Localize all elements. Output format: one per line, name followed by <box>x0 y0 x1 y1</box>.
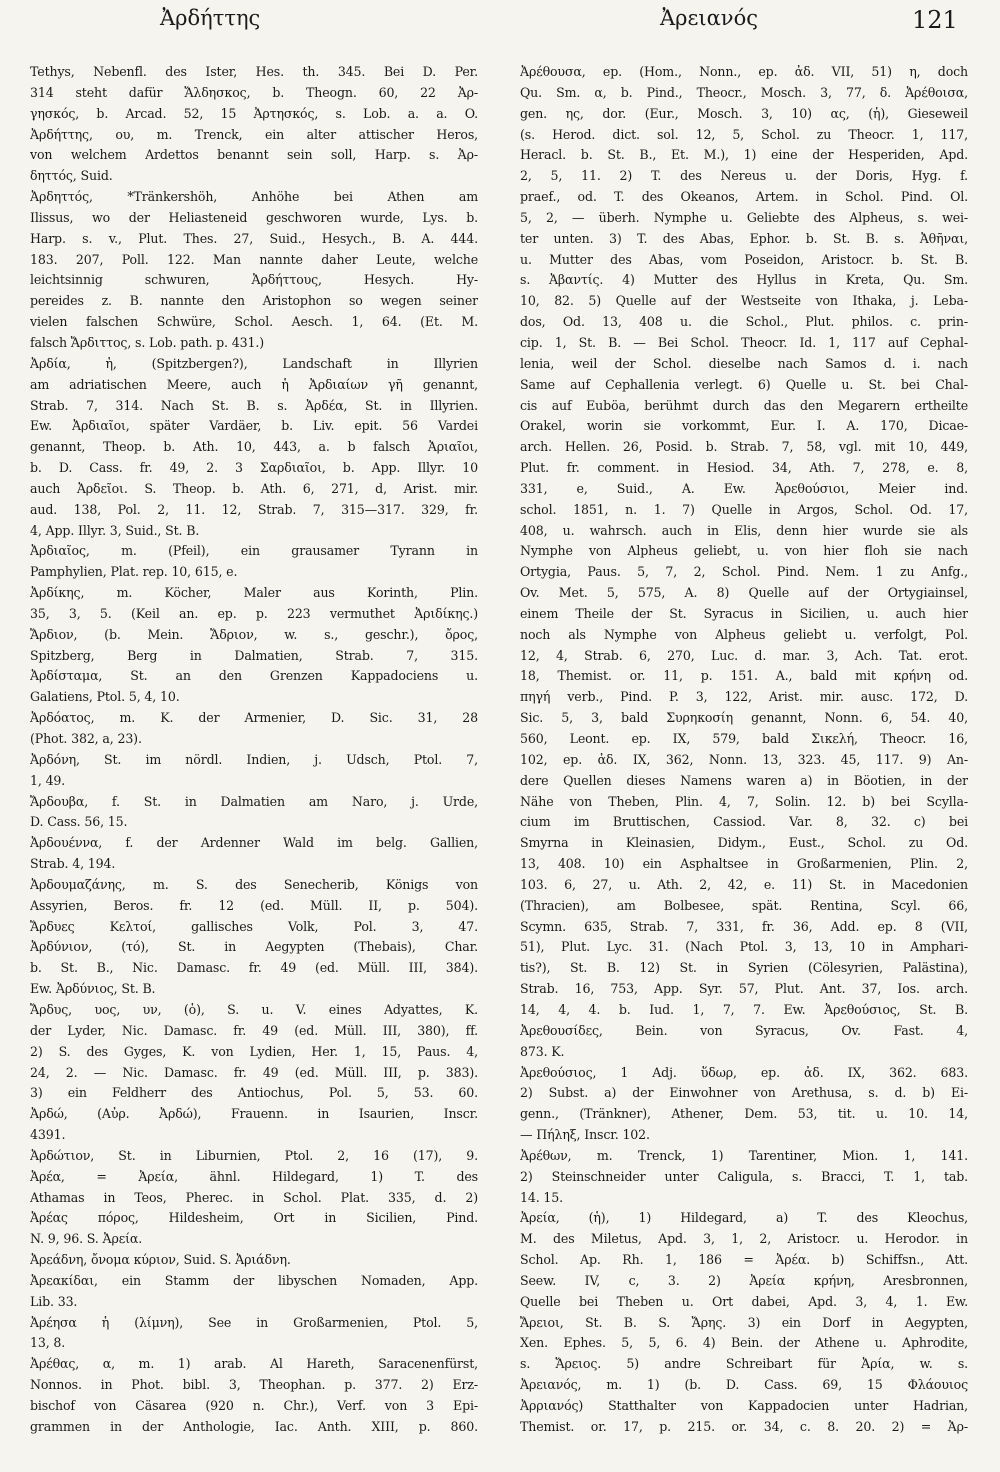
text-line: Seew. IV, c, 3. 2) Ἀρεία κρήνη, Aresbronnen, <box>520 1272 968 1288</box>
text-line: Themist. or. 17, p. 215. or. 34, c. 8. 20. 2) = Ἀρ- <box>520 1418 968 1434</box>
text-line: Schol. Ap. Rh. 1, 186 = Ἀρέα. b) Schiffsn., Att. <box>520 1252 968 1268</box>
text-line: 102, ep. ἀδ. IX, 362, Nonn. 13, 323. 45, 117. 9) An- <box>520 751 968 767</box>
text-line: Ἀρδηττός, *Tränkershöh, Anhöhe bei Athen am <box>30 189 478 205</box>
text-line: 2, 5, 11. 2) T. des Nereus u. der Doris, Hyg. f. <box>520 168 968 184</box>
text-line: 5, 2, — überh. Nymphe u. Geliebte des Alpheus, s. wei- <box>520 209 968 225</box>
right-column <box>520 62 968 1438</box>
text-line: 24, 2. — Nic. Damasc. fr. 49 (ed. Müll. III, p. 383). <box>30 1064 478 1080</box>
text-line: Spitzberg, Berg in Dalmatien, Strab. 7, 315. <box>30 647 478 663</box>
text-line: 2) Steinschneider unter Caligula, s. Bracci, T. 1, tab. <box>520 1168 968 1184</box>
text-line: δηττός, Suid. <box>30 168 113 184</box>
text-line: b. St. B., Nic. Damasc. fr. 49 (ed. Müll. III, 384). <box>30 960 478 976</box>
text-line: Nähe von Theben, Plin. 4, 7, Solin. 12. b) bei Scylla- <box>520 793 968 809</box>
text-line: Galatiens, Ptol. 5, 4, 10. <box>30 689 180 705</box>
page-number: 121 <box>912 6 958 34</box>
text-line: am adriatischen Meere, auch ἡ Ἀρδιαίων γῆ genannt, <box>30 376 478 392</box>
right-running-headword: Ἀρειανός <box>660 6 758 30</box>
text-line: Qu. Sm. α, b. Pind., Theocr., Mosch. 3, 77, δ. Ἀρέθοισα, <box>520 84 968 100</box>
text-line: γησκός, b. Arcad. 52, 15 Ἀρτησκός, s. Lob. a. a. O. <box>30 105 478 121</box>
text-line: Ἀρδίσταμα, St. an den Grenzen Kappadociens u. <box>30 668 478 684</box>
text-line: 560, Leont. ep. IX, 579, bald Σικελή, Theocr. 16, <box>520 731 968 746</box>
text-line: Heracl. b. St. B., Et. M.), 1) eine der Hesperiden, Apd. <box>520 147 968 163</box>
text-line: grammen in der Anthologie, Iac. Anth. XIII, p. 860. <box>30 1418 478 1434</box>
text-line: s. Ἄρειος. 5) andre Schreibart für Ἀρία, w. s. <box>520 1356 968 1372</box>
text-line: 51), Plut. Lyc. 31. (Nach Ptol. 3, 13, 10 in Amphari- <box>520 939 968 955</box>
text-line: Pamphylien, Plat. rep. 10, 615, e. <box>30 564 238 580</box>
text-line: Smyrna in Kleinasien, Didym., Eust., Schol. zu Od. <box>520 835 968 851</box>
text-line: Ἀρδουέννα, f. der Ardenner Wald im belg. Gallien, <box>30 835 478 851</box>
text-line: praef., od. T. des Okeanos, Artem. in Schol. Pind. Ol. <box>520 189 968 205</box>
text-line: schol. 1851, n. 1. 7) Quelle in Argos, Schol. Od. 17, <box>520 501 968 517</box>
text-line: Ἀρδιαῖος, m. (Pfeil), ein grausamer Tyrann in <box>30 543 478 559</box>
text-line: 331, e, Suid., A. Ew. Ἀρεθούσιοι, Meier ind. <box>520 480 968 496</box>
text-line: 35, 3, 5. (Keil an. ep. p. 223 vermuthet Ἀριδίκης.) <box>30 605 478 621</box>
text-line: Strab. 4, 194. <box>30 856 116 872</box>
text-line: Plut. fr. comment. in Hesiod. 34, Ath. 7, 278, e. 8, <box>520 460 968 476</box>
text-line: 14. 15. <box>520 1189 564 1205</box>
text-line: M. des Miletus, Apd. 3, 1, 2, Aristocr. u. Herodor. in <box>520 1231 968 1247</box>
text-line: 408, u. wahrsch. auch in Elis, denn hier wurde sie als <box>520 522 968 538</box>
text-line: Ἀρδίκης, m. Köcher, Maler aus Korinth, Plin. <box>30 585 478 601</box>
text-line: b. D. Cass. fr. 49, 2. 3 Σαρδιαῖοι, b. App. Illyr. 10 <box>30 460 478 476</box>
text-line: 13, 8. <box>30 1335 66 1351</box>
text-line: Ἀρειανός, m. 1) (b. D. Cass. 69, 15 Φλάουιος <box>520 1377 968 1393</box>
text-line: 12, 4, Strab. 6, 270, Luc. d. mar. 3, Ach. Tat. erot. <box>520 647 968 663</box>
text-line: 2) Subst. a) der Einwohner von Arethusa, s. d. b) Ei- <box>520 1085 968 1101</box>
text-line: Ἀρέας πόρος, Hildesheim, Ort in Sicilien, Pind. <box>30 1210 478 1226</box>
left-running-headword: Ἀρδήττης <box>160 6 261 30</box>
text-line: Ἄρδιον, (b. Mein. Ἄδριον, w. s., geschr.), ὄρος, <box>30 626 478 642</box>
text-line: leichtsinnig schwuren, Ἀρδήττους, Hesych. Hy- <box>30 272 478 288</box>
text-line: lenia, weil der Schol. dieselbe nach Samos d. i. nach <box>520 355 968 371</box>
text-line: Lib. 33. <box>30 1293 78 1309</box>
text-line: dos, Od. 13, 408 u. die Schol., Plut. philos. c. prin- <box>520 314 968 330</box>
text-line: Scymn. 635, Strab. 7, 331, fr. 36, Add. ep. 8 (VII, <box>520 918 968 934</box>
text-line: N. 9, 96. S. Ἀρεία. <box>30 1231 143 1247</box>
text-line: Ἀρεία, (ἡ), 1) Hildegard, a) T. des Kleochus, <box>520 1210 968 1226</box>
text-line: aud. 138, Pol. 2, 11. 12, Strab. 7, 315—317. 329, fr. <box>30 501 478 517</box>
text-line: (Thracien), am Bolbesee, spät. Rentina, Scyl. 66, <box>520 897 968 913</box>
text-line: Ἄρδυες Κελτοί, gallisches Volk, Pol. 3, 47. <box>30 918 478 934</box>
text-line: bischof von Cäsarea (920 n. Chr.), Verf. von 3 Epi- <box>30 1398 478 1413</box>
text-line: Ov. Met. 5, 575, A. 8) Quelle auf der Ortygiainsel, <box>520 585 968 601</box>
text-line: Ἀρέα, = Ἀρεία, ähnl. Hildegard, 1) T. des <box>30 1168 478 1184</box>
text-line: der Lyder, Nic. Damasc. fr. 49 (ed. Müll. III, 380), ff. <box>30 1022 478 1038</box>
left-column <box>30 62 478 1438</box>
text-line: auch Ἀρδεῖοι. S. Theop. b. Ath. 6, 271, d, Arist. mir. <box>30 480 478 496</box>
text-line: 3) ein Feldherr des Antiochus, Pol. 5, 53. 60. <box>30 1085 478 1101</box>
text-line: Ew. Ἀρδιαῖοι, später Vardäer, b. Liv. epit. 56 Vardei <box>30 418 478 434</box>
text-line: Athamas in Teos, Pherec. in Schol. Plat. 335, d. 2) <box>30 1189 478 1205</box>
text-line: 873. K. <box>520 1043 565 1059</box>
text-line: 183. 207, Poll. 122. Man nannte daher Leute, welche <box>30 251 478 267</box>
text-line: Ἀρδόατος, m. K. der Armenier, D. Sic. 31, 28 <box>30 710 478 726</box>
text-line: s. Ἀβαντίς. 4) Mutter des Hyllus in Kreta, Qu. Sm. <box>520 272 968 288</box>
text-line: noch als Nymphe von Alpheus geliebt u. verfolgt, Pol. <box>520 626 968 642</box>
text-line: Xen. Ephes. 5, 5, 6. 4) Bein. der Athene u. Aphrodite, <box>520 1335 968 1351</box>
text-line: Ἀρεακίδαι, ein Stamm der libyschen Nomaden, App. <box>30 1272 478 1288</box>
text-line: von welchem Ardettos benannt sein soll, Harp. s. Ἀρ- <box>30 147 478 163</box>
text-line: tis?), St. B. 12) St. in Syrien (Cölesyrien, Palästina), <box>520 960 968 976</box>
text-line: gen. ης, dor. (Eur., Mosch. 3, 10) ας, (ἡ), Gieseweil <box>520 105 968 121</box>
text-line: 14, 4, 4. b. Iud. 1, 7, 7. Ew. Ἀρεθούσιος, St. B. <box>520 1001 968 1017</box>
text-line: Ἀρδώτιον, St. in Liburnien, Ptol. 2, 16 (17), 9. <box>30 1147 478 1163</box>
text-line: Ἀρδώ, (Αὐρ. Ἀρδώ), Frauenn. in Isaurien, Inscr. <box>30 1106 478 1122</box>
text-line: 10, 82. 5) Quelle auf der Westseite von Ithaka, j. Leba- <box>520 293 968 309</box>
text-line: 4, App. Illyr. 3, Suid., St. B. <box>30 522 200 538</box>
text-line: (Phot. 382, a, 23). <box>30 731 142 746</box>
text-line: 13, 408. 10) ein Asphaltsee in Großarmenien, Plin. 2, <box>520 856 968 872</box>
text-line: Ἀρδία, ἡ, (Spitzbergen?), Landschaft in Illyrien <box>30 355 478 371</box>
text-line: 103. 6, 27, u. Ath. 2, 42, e. 11) St. in Macedonien <box>520 876 968 892</box>
text-line: Ew. Ἀρδύνιος, St. B. <box>30 981 156 997</box>
text-line: cium im Bruttischen, Cassiod. Var. 8, 32. c) bei <box>520 814 968 830</box>
text-line: D. Cass. 56, 15. <box>30 814 128 830</box>
text-line: Ἀρέθουσα, ep. (Hom., Nonn., ep. ἀδ. VII, 51) η, doch <box>520 64 968 79</box>
text-line: Ἀρδουμαζάνης, m. S. des Senecherib, Königs von <box>30 876 478 892</box>
text-line: Strab. 7, 314. Nach St. B. s. Ἀρδέα, St. in Illyrien. <box>30 397 478 413</box>
text-line: genannt, Theop. b. Ath. 10, 443, a. b falsch Ἀριαῖοι, <box>30 439 478 455</box>
text-line: u. Mutter des Abas, vom Poseidon, Aristocr. b. St. B. <box>520 251 968 267</box>
text-line: πηγή verb., Pind. P. 3, 122, Arist. mir. ausc. 172, D. <box>520 689 968 705</box>
text-line: einem Theile der St. Syracus in Sicilien, u. auch hier <box>520 605 968 621</box>
text-line: Ἄρδουβα, f. St. in Dalmatien am Naro, j. Urde, <box>30 793 478 809</box>
text-line: Ἀρεθούσιος, 1 Adj. ὕδωρ, ep. ἀδ. IX, 362. 683. <box>520 1064 968 1080</box>
text-line: 18, Themist. or. 11, p. 151. A., bald mit κρήνη od. <box>520 668 968 684</box>
text-line: arch. Hellen. 26, Posid. b. Strab. 7, 58, vgl. mit 10, 449, <box>520 439 968 455</box>
text-line: 4391. <box>30 1127 66 1143</box>
text-line: 1, 49. <box>30 772 66 788</box>
text-line: vielen falschen Schwüre, Schol. Aesch. 1, 64. (Et. M. <box>30 314 478 330</box>
text-line: ter unten. 3) T. des Abas, Ephor. b. St. B. s. Ἀθῆναι, <box>520 230 968 246</box>
text-line: Ἀρριανός) Statthalter von Kappadocien unter Hadrian, <box>520 1398 968 1413</box>
text-line: Ἄρειοι, St. B. S. Ἄρης. 3) ein Dorf in Aegypten, <box>520 1314 968 1330</box>
text-line: Same auf Cephallenia verlegt. 6) Quelle u. St. bei Chal- <box>520 376 968 392</box>
text-line: Nonnos. in Phot. bibl. 3, Theophan. p. 377. 2) Erz- <box>30 1377 478 1393</box>
text-line: Ἄρδυς, υος, υν, (ὁ), S. u. V. eines Adyattes, K. <box>30 1001 478 1017</box>
text-line: Orakel, worin sie vorkommt, Eur. I. A. 170, Dicae- <box>520 418 968 434</box>
text-line: cis auf Euböa, berühmt durch das den Megarern ertheilte <box>520 397 968 413</box>
text-line: Ilissus, wo der Heliasteneid geschworen wurde, Lys. b. <box>30 209 478 225</box>
text-line: Assyrien, Beros. fr. 12 (ed. Müll. II, p. 504). <box>30 897 478 913</box>
text-line: 314 steht dafür Ἄλδησκος, b. Theogn. 60, 22 Ἀρ- <box>30 84 478 100</box>
text-line: Sic. 5, 3, bald Συρηκοσίη genannt, Nonn. 6, 54. 40, <box>520 710 968 726</box>
text-line: Ἀρδήττης, ου, m. Trenck, ein alter attischer Heros, <box>30 126 478 142</box>
text-line: Quelle bei Theben u. Ort dabei, Apd. 3, 4, 1. Ew. <box>520 1293 968 1309</box>
text-line: Ἀρέθων, m. Trenck, 1) Tarentiner, Mion. 1, 141. <box>520 1147 968 1163</box>
text-line: Ἀρδόνη, St. im nördl. Indien, j. Udsch, Ptol. 7, <box>30 751 478 767</box>
text-line: Ἀρεάδνη, ὄνομα κύριον, Suid. S. Ἀριάδνη. <box>30 1252 291 1268</box>
text-line: Harp. s. v., Plut. Thes. 27, Suid., Hesych., B. A. 444. <box>30 230 478 246</box>
text-line: Tethys, Nebenfl. des Ister, Hes. th. 345. Bei D. Per. <box>30 64 478 79</box>
text-line: Ἀρεθουσίδες, Bein. von Syracus, Ov. Fast. 4, <box>520 1022 968 1038</box>
text-line: 2) S. des Gyges, K. von Lydien, Her. 1, 15, Paus. 4, <box>30 1043 478 1059</box>
text-line: Ἀρέησα ἡ (λίμνη), See in Großarmenien, Ptol. 5, <box>30 1314 478 1330</box>
text-line: — Πήληξ, Inscr. 102. <box>520 1127 650 1143</box>
text-line: Ἀρδύνιον, (τό), St. in Aegypten (Thebais), Char. <box>30 939 478 955</box>
running-header <box>0 6 1000 40</box>
text-line: Nymphe von Alpheus geliebt, u. von hier floh sie nach <box>520 543 968 559</box>
text-line: cip. 1, St. B. — Bei Schol. Theocr. Id. 1, 117 auf Cephal- <box>520 334 968 350</box>
text-line: falsch Ἄρδιττος, s. Lob. path. p. 431.) <box>30 334 264 350</box>
text-line: genn., (Tränkner), Athener, Dem. 53, tit. u. 10. 14, <box>520 1106 968 1122</box>
text-line: (s. Herod. dict. sol. 12, 5, Schol. zu Theocr. 1, 117, <box>520 126 968 142</box>
text-line: dere Quellen dieses Namens waren a) in Böotien, in der <box>520 772 968 788</box>
text-line: Ortygia, Paus. 5, 7, 2, Schol. Pind. Nem. 1 zu Anfg., <box>520 564 968 580</box>
text-line: Ἀρέθας, α, m. 1) arab. Al Hareth, Saracenenfürst, <box>30 1356 478 1372</box>
text-line: pereides z. B. nannte den Aristophon so wegen seiner <box>30 293 478 309</box>
text-line: Strab. 16, 753, App. Syr. 57, Plut. Ant. 37, Ios. arch. <box>520 981 968 997</box>
